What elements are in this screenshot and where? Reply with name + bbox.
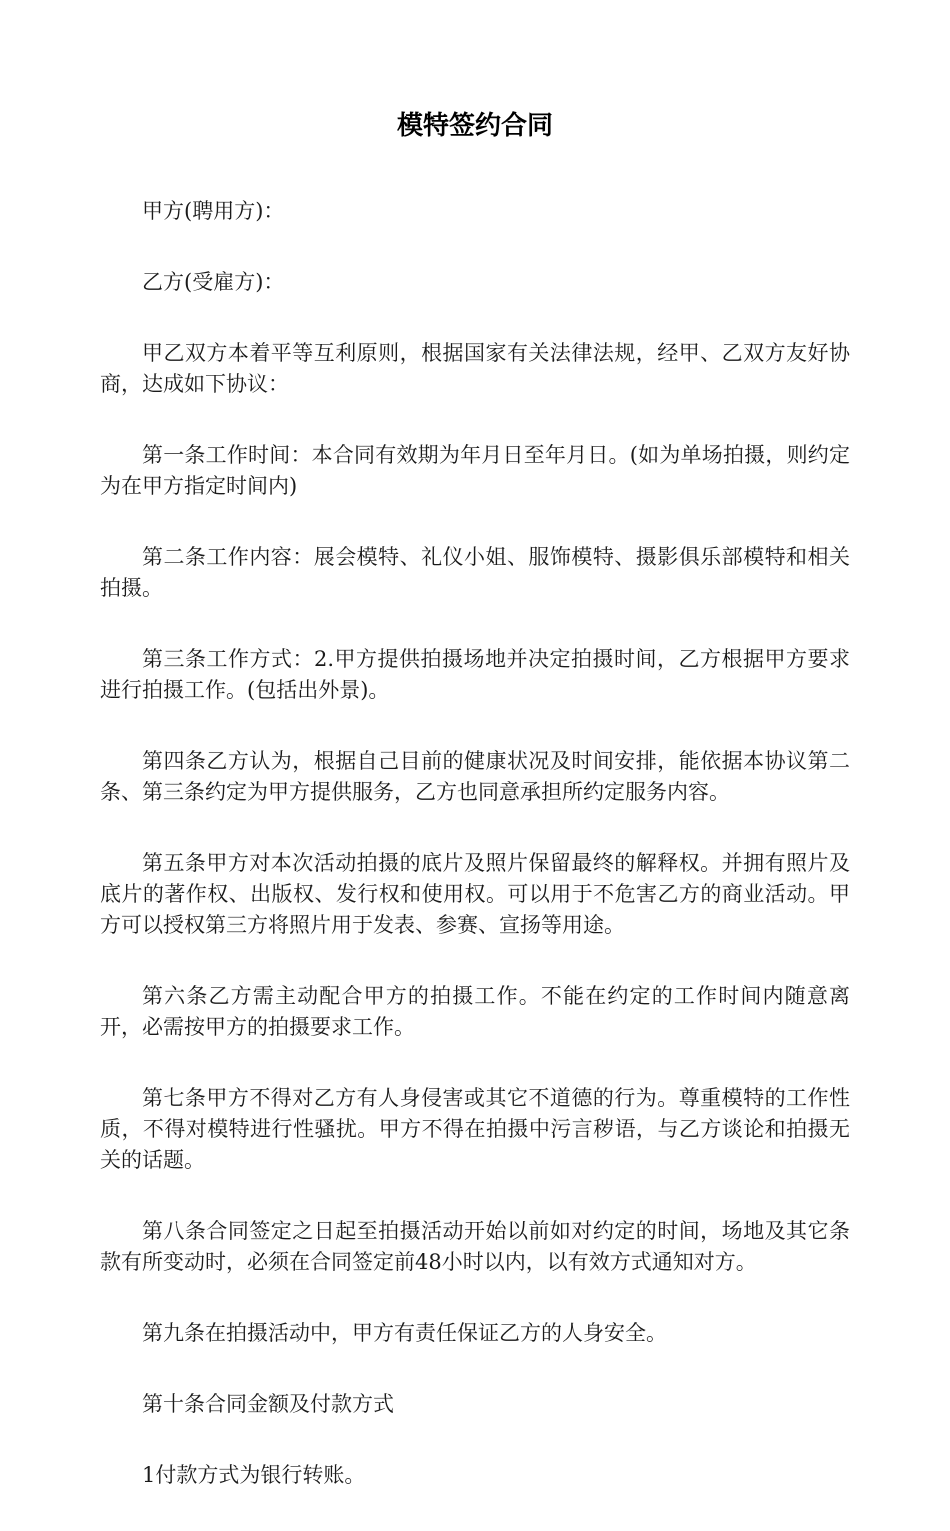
article-3-paragraph: 第三条工作方式：2.甲方提供拍摄场地并决定拍摄时间，乙方根据甲方要求进行拍摄工作。(包括出外景)。 <box>100 647 850 702</box>
article-7-paragraph: 第七条甲方不得对乙方有人身侵害或其它不道德的行为。尊重模特的工作性质，不得对模特进行性骚扰。甲方不得在拍摄中污言秽语，与乙方谈论和拍摄无关的话题。 <box>100 1086 850 1172</box>
article-4-paragraph: 第四条乙方认为，根据自己目前的健康状况及时间安排，能依据本协议第二条、第三条约定为甲方提供服务，乙方也同意承担所约定服务内容。 <box>100 749 850 804</box>
party-a-line: 甲方(聘用方)： <box>142 199 285 223</box>
payment-method-line: 1付款方式为银行转账。 <box>142 1463 366 1487</box>
article-8-paragraph: 第八条合同签定之日起至拍摄活动开始以前如对约定的时间，场地及其它条款有所变动时，必须在合同签定前48小时以内，以有效方式通知对方。 <box>100 1219 850 1274</box>
preamble-paragraph: 甲乙双方本着平等互利原则，根据国家有关法律法规，经甲、乙双方友好协商，达成如下协议： <box>100 341 850 396</box>
article-1-paragraph: 第一条工作时间：本合同有效期为年月日至年月日。(如为单场拍摄，则约定为在甲方指定时间内) <box>100 443 850 498</box>
document-body <box>100 196 850 1531</box>
article-9-paragraph: 第九条在拍摄活动中，甲方有责任保证乙方的人身安全。 <box>142 1321 667 1345</box>
article-10-paragraph: 第十条合同金额及付款方式 <box>142 1392 394 1416</box>
document-title: 模特签约合同 <box>396 111 553 141</box>
article-5-paragraph: 第五条甲方对本次活动拍摄的底片及照片保留最终的解释权。并拥有照片及底片的著作权、出版权、发行权和使用权。可以用于不危害乙方的商业活动。甲方可以授权第三方将照片用于发表、参赛、宣扬等用途。 <box>100 851 850 937</box>
article-2-paragraph: 第二条工作内容：展会模特、礼仪小姐、服饰模特、摄影俱乐部模特和相关拍摄。 <box>100 545 850 600</box>
article-6-paragraph: 第六条乙方需主动配合甲方的拍摄工作。不能在约定的工作时间内随意离开，必需按甲方的拍摄要求工作。 <box>100 984 850 1039</box>
party-b-line: 乙方(受雇方)： <box>142 270 285 294</box>
